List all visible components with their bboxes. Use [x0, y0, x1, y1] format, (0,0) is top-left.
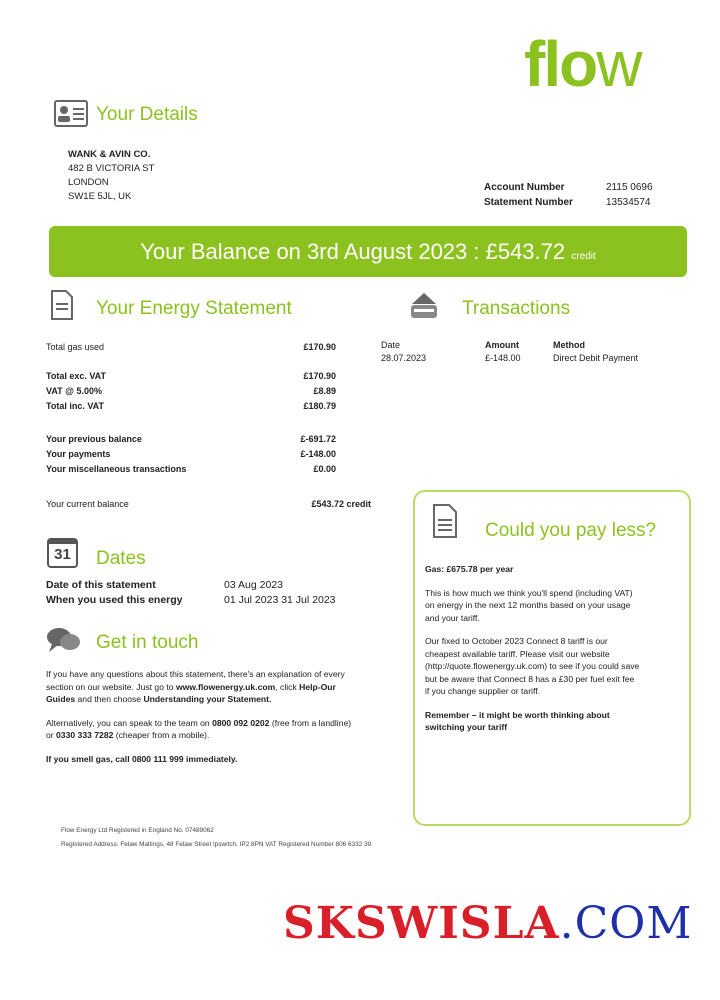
account-number: 2115 0696 [606, 182, 653, 193]
account-info [484, 180, 653, 210]
statement-row: Total inc. VAT £180.79 [46, 401, 336, 411]
gas-estimate: Gas: £675.78 per year [425, 564, 514, 574]
address-line: 482 B VICTORIA ST [68, 163, 155, 174]
address-line: WANK & AVIN CO. [68, 149, 151, 160]
statement-row: Your miscellaneous transactions £0.00 [46, 464, 336, 474]
address-line: SW1E 5JL, UK [68, 191, 132, 202]
txn-header-method: Method [553, 340, 585, 350]
footer-line: Flow Energy Ltd Registered in England No. 07489062 [61, 827, 214, 834]
pay-less-title: Could you pay less? [485, 520, 657, 541]
balance-suffix: credit [571, 251, 596, 262]
statement-date-value: 03 Aug 2023 [224, 579, 283, 591]
pay-less-text: Gas: £675.78 per year This is how much we think you'll spend (including VAT) on energy in the next 12 months based on your usage and your tariff. Our fixed to October 2023 Connect 8 tariff is our cheapest available tariff. Please visit our website (http://quote.flowenergy.uk.com) to see if you could save but be aware that Connect 8 has a £30 per fuel exit fee if you change supplier or tariff. Remember – it might be worth thinking about switching your tariff [425, 564, 640, 732]
txn-header-date: Date [381, 340, 401, 350]
txn-header-amount: Amount [485, 340, 519, 350]
website-link[interactable]: www.flowenergy.uk.com [175, 681, 276, 692]
details-title: Your Details [96, 104, 198, 125]
calendar-icon: 31 [47, 538, 78, 568]
statement-number: 13534574 [606, 197, 651, 208]
customer-address [68, 148, 154, 204]
statement-number-label: Statement Number [484, 197, 573, 208]
txn-method: Direct Debit Payment [553, 353, 639, 363]
flow-logo: flow [524, 28, 641, 100]
usage-period-label: When you used this energy [46, 594, 183, 606]
footer-line: Registered Address: Felaw Maltings, 48 Felaw Street Ipswitch, IP2 8PN VAT Registered Number 806 6332 39. [61, 841, 373, 848]
wallet-icon [408, 290, 440, 322]
balance-banner [49, 226, 687, 277]
touch-text: If you have any questions about this statement, there's an explanation of every section on our website. Just go to www.flowenergy.uk.com, click Help-Our Guides and then choose Understanding your Statement. Alternatively, you can speak to the team on 0800 092 0202 (free from a landline) or 0330 333 7282 (cheaper from a mobile). If you smell gas, call 0800 111 999 immediately. [46, 668, 356, 776]
usage-period-value: 01 Jul 2023 31 Jul 2023 [224, 594, 336, 606]
phone-landline: 0800 092 0202 [212, 717, 270, 728]
statement-title: Your Energy Statement [96, 298, 292, 319]
chat-bubbles-icon [46, 626, 82, 654]
statement-row: Total exc. VAT £170.90 [46, 371, 336, 381]
phone-mobile: 0330 333 7282 [56, 730, 114, 740]
account-number-label: Account Number [484, 182, 565, 193]
dates-info [46, 578, 336, 608]
statement-date-label: Date of this statement [46, 579, 156, 591]
txn-amount: £-148.00 [485, 353, 521, 363]
watermark: SKSWISLA.COM [283, 898, 693, 949]
id-card-icon [54, 100, 88, 128]
dates-title: Dates [96, 548, 146, 569]
document-icon [50, 290, 74, 320]
transactions-title: Transactions [462, 298, 571, 319]
gas-emergency-note: If you smell gas, call 0800 111 999 immediately. [46, 753, 238, 764]
statement-row: Your payments £-148.00 [46, 449, 336, 459]
touch-title: Get in touch [96, 632, 199, 653]
address-line: LONDON [68, 177, 109, 188]
document-icon [432, 504, 458, 538]
statement-row: VAT @ 5.00% £8.89 [46, 386, 336, 396]
txn-date: 28.07.2023 [381, 353, 427, 363]
statement-row: Your current balance £543.72 credit [46, 499, 371, 509]
statement-row: Your previous balance £-691.72 [46, 434, 336, 444]
statement-row: Total gas used £170.90 [46, 342, 336, 352]
balance-text: Your Balance on 3rd August 2023 : £543.72 [140, 239, 566, 264]
